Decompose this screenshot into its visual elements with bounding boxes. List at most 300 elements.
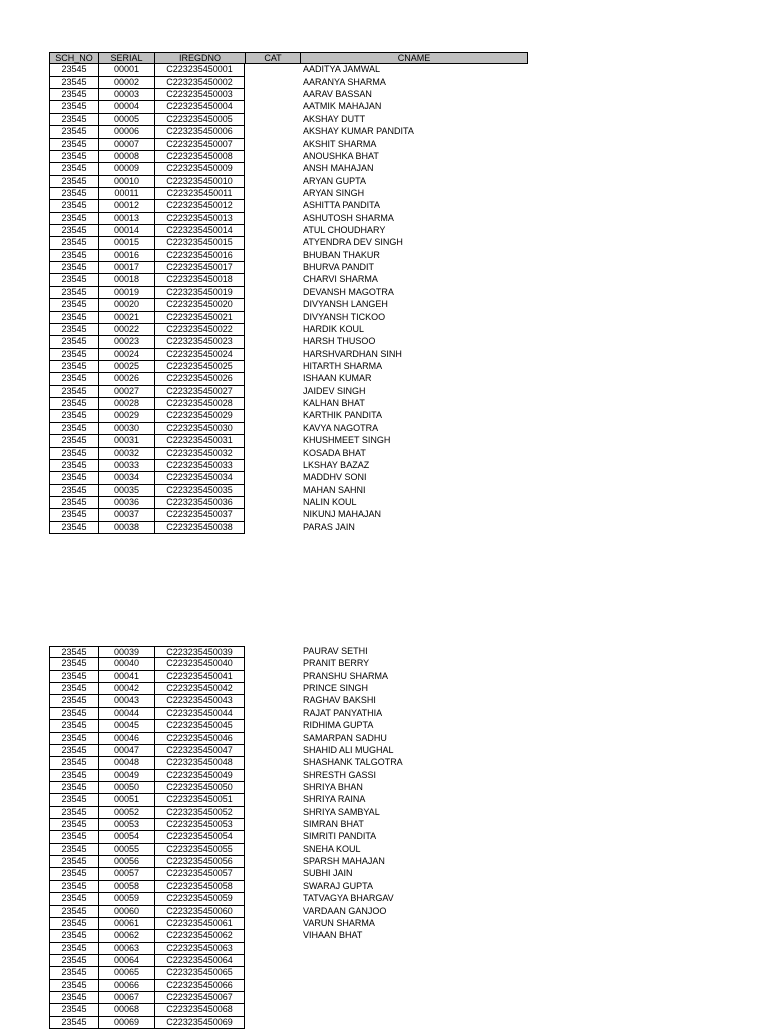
cell-serial: 00009 bbox=[98, 163, 154, 175]
table-row bbox=[49, 139, 528, 151]
cell-iregdno: C223235450058 bbox=[154, 881, 245, 893]
table-row bbox=[49, 992, 528, 1004]
cell-iregdno: C223235450013 bbox=[154, 213, 245, 225]
cell-serial: 00012 bbox=[98, 200, 154, 212]
table-row bbox=[49, 398, 528, 410]
table-row bbox=[49, 262, 528, 274]
cell-sch-no: 23545 bbox=[49, 163, 98, 175]
cell-cname: NALIN KOUL bbox=[303, 496, 357, 507]
cell-cat bbox=[245, 274, 300, 286]
cell-sch-no: 23545 bbox=[49, 992, 98, 1004]
cell-cname: KALHAN BHAT bbox=[303, 398, 365, 409]
table-row bbox=[49, 101, 528, 113]
student-table-page-1 bbox=[49, 52, 528, 534]
cell-iregdno: C223235450068 bbox=[154, 1004, 245, 1016]
cell-cat bbox=[245, 213, 300, 225]
cell-cname bbox=[300, 992, 528, 1004]
cell-serial: 00031 bbox=[98, 435, 154, 447]
cell-iregdno: C223235450018 bbox=[154, 274, 245, 286]
cell-cname: RAGHAV BAKSHI bbox=[303, 695, 376, 706]
cell-cname: SHRIYA RAINA bbox=[303, 794, 366, 805]
table-row bbox=[49, 782, 528, 794]
cell-sch-no: 23545 bbox=[49, 745, 98, 757]
cell-cat bbox=[245, 819, 300, 831]
cell-cname: SHRIYA BHAN bbox=[303, 781, 363, 792]
table-row bbox=[49, 213, 528, 225]
cell-cname: ASHUTOSH SHARMA bbox=[303, 212, 394, 223]
cell-cname: ANSH MAHAJAN bbox=[303, 163, 374, 174]
cell-iregdno: C223235450012 bbox=[154, 200, 245, 212]
cell-cat bbox=[245, 1004, 300, 1016]
cell-cat bbox=[245, 509, 300, 521]
table-row bbox=[49, 188, 528, 200]
cell-serial: 00028 bbox=[98, 398, 154, 410]
cell-serial: 00015 bbox=[98, 237, 154, 249]
cell-iregdno: C223235450069 bbox=[154, 1017, 245, 1029]
cell-cname: SIMRITI PANDITA bbox=[303, 831, 377, 842]
cell-sch-no: 23545 bbox=[49, 126, 98, 138]
cell-serial: 00064 bbox=[98, 955, 154, 967]
cell-cat bbox=[245, 807, 300, 819]
cell-iregdno: C223235450066 bbox=[154, 980, 245, 992]
cell-iregdno: C223235450011 bbox=[154, 188, 245, 200]
cell-iregdno: C223235450060 bbox=[154, 906, 245, 918]
cell-serial: 00035 bbox=[98, 485, 154, 497]
cell-serial: 00062 bbox=[98, 930, 154, 942]
cell-cat bbox=[245, 522, 300, 534]
cell-sch-no: 23545 bbox=[49, 213, 98, 225]
cell-iregdno: C223235450009 bbox=[154, 163, 245, 175]
table-row bbox=[49, 509, 528, 521]
cell-cname: PRANIT BERRY bbox=[303, 658, 370, 669]
cell-cname bbox=[300, 943, 528, 955]
cell-iregdno: C223235450033 bbox=[154, 460, 245, 472]
cell-iregdno: C223235450049 bbox=[154, 770, 245, 782]
cell-cname: ARYAN GUPTA bbox=[303, 175, 367, 186]
cell-cat bbox=[245, 126, 300, 138]
cell-iregdno: C223235450029 bbox=[154, 410, 245, 422]
table-row bbox=[49, 448, 528, 460]
table-row bbox=[49, 695, 528, 707]
cell-sch-no: 23545 bbox=[49, 485, 98, 497]
cell-iregdno: C223235450052 bbox=[154, 807, 245, 819]
cell-sch-no: 23545 bbox=[49, 410, 98, 422]
table-row bbox=[49, 312, 528, 324]
cell-sch-no: 23545 bbox=[49, 472, 98, 484]
cell-serial: 00013 bbox=[98, 213, 154, 225]
cell-serial: 00004 bbox=[98, 101, 154, 113]
table-row bbox=[49, 349, 528, 361]
table-row bbox=[49, 831, 528, 843]
cell-iregdno: C223235450061 bbox=[154, 918, 245, 930]
cell-iregdno: C223235450039 bbox=[154, 646, 245, 658]
cell-cname: AKSHAY DUTT bbox=[303, 113, 366, 124]
cell-sch-no: 23545 bbox=[49, 893, 98, 905]
cell-cname: AARAV BASSAN bbox=[303, 89, 372, 100]
cell-cname: ATUL CHOUDHARY bbox=[303, 225, 386, 236]
table-row bbox=[49, 671, 528, 683]
table-row bbox=[49, 472, 528, 484]
table-row bbox=[49, 720, 528, 732]
cell-cname: MAHAN SAHNI bbox=[303, 484, 366, 495]
cell-cat bbox=[245, 114, 300, 126]
cell-cname bbox=[300, 980, 528, 992]
cell-cat bbox=[245, 844, 300, 856]
cell-iregdno: C223235450044 bbox=[154, 708, 245, 720]
cell-serial: 00044 bbox=[98, 708, 154, 720]
cell-cat bbox=[245, 745, 300, 757]
cell-iregdno: C223235450019 bbox=[154, 287, 245, 299]
cell-serial: 00053 bbox=[98, 819, 154, 831]
cell-serial: 00016 bbox=[98, 250, 154, 262]
cell-iregdno: C223235450005 bbox=[154, 114, 245, 126]
cell-cname: VARDAAN GANJOO bbox=[303, 905, 387, 916]
cell-sch-no: 23545 bbox=[49, 918, 98, 930]
cell-cname: SHRIYA SAMBYAL bbox=[303, 806, 380, 817]
cell-serial: 00017 bbox=[98, 262, 154, 274]
cell-iregdno: C223235450043 bbox=[154, 695, 245, 707]
cell-sch-no: 23545 bbox=[49, 386, 98, 398]
cell-serial: 00047 bbox=[98, 745, 154, 757]
cell-cname: LKSHAY BAZAZ bbox=[303, 459, 370, 470]
cell-cname: CHARVI SHARMA bbox=[303, 274, 378, 285]
cell-cat bbox=[245, 77, 300, 89]
cell-iregdno: C223235450007 bbox=[154, 139, 245, 151]
cell-iregdno: C223235450045 bbox=[154, 720, 245, 732]
cell-cat bbox=[245, 386, 300, 398]
cell-cat bbox=[245, 906, 300, 918]
cell-cat bbox=[245, 794, 300, 806]
cell-sch-no: 23545 bbox=[49, 720, 98, 732]
cell-serial: 00001 bbox=[98, 64, 154, 76]
cell-cname: RAJAT PANYATHIA bbox=[303, 707, 383, 718]
cell-cname: MADDHV SONI bbox=[303, 472, 367, 483]
cell-serial: 00063 bbox=[98, 943, 154, 955]
cell-iregdno: C223235450065 bbox=[154, 967, 245, 979]
table-row bbox=[49, 522, 528, 534]
cell-cat bbox=[245, 176, 300, 188]
cell-cname: PAURAV SETHI bbox=[303, 646, 368, 656]
cell-serial: 00034 bbox=[98, 472, 154, 484]
cell-serial: 00024 bbox=[98, 349, 154, 361]
cell-sch-no: 23545 bbox=[49, 361, 98, 373]
table-row bbox=[49, 943, 528, 955]
cell-serial: 00021 bbox=[98, 312, 154, 324]
cell-sch-no: 23545 bbox=[49, 1004, 98, 1016]
cell-sch-no: 23545 bbox=[49, 868, 98, 880]
table-row bbox=[49, 955, 528, 967]
cell-sch-no: 23545 bbox=[49, 770, 98, 782]
cell-iregdno: C223235450051 bbox=[154, 794, 245, 806]
cell-serial: 00019 bbox=[98, 287, 154, 299]
cell-cat bbox=[245, 101, 300, 113]
cell-cname: SIMRAN BHAT bbox=[303, 819, 364, 830]
cell-iregdno: C223235450064 bbox=[154, 955, 245, 967]
cell-serial: 00039 bbox=[98, 646, 154, 658]
cell-iregdno: C223235450050 bbox=[154, 782, 245, 794]
cell-cname: KHUSHMEET SINGH bbox=[303, 435, 391, 446]
cell-cname: VARUN SHARMA bbox=[303, 917, 375, 928]
cell-sch-no: 23545 bbox=[49, 262, 98, 274]
cell-iregdno: C223235450041 bbox=[154, 671, 245, 683]
cell-iregdno: C223235450056 bbox=[154, 856, 245, 868]
cell-cat bbox=[245, 200, 300, 212]
cell-cat bbox=[245, 967, 300, 979]
cell-sch-no: 23545 bbox=[49, 497, 98, 509]
cell-iregdno: C223235450014 bbox=[154, 225, 245, 237]
cell-cname bbox=[300, 1004, 528, 1016]
cell-sch-no: 23545 bbox=[49, 646, 98, 658]
table-row bbox=[49, 423, 528, 435]
cell-cname: SWARAJ GUPTA bbox=[303, 880, 374, 891]
cell-cat bbox=[245, 658, 300, 670]
cell-sch-no: 23545 bbox=[49, 930, 98, 942]
header-cat: CAT bbox=[245, 52, 300, 64]
table-body-page-1 bbox=[49, 64, 528, 534]
cell-serial: 00060 bbox=[98, 906, 154, 918]
table-row bbox=[49, 893, 528, 905]
cell-iregdno: C223235450003 bbox=[154, 89, 245, 101]
cell-cname: PRINCE SINGH bbox=[303, 683, 369, 694]
cell-sch-no: 23545 bbox=[49, 373, 98, 385]
cell-sch-no: 23545 bbox=[49, 151, 98, 163]
table-row bbox=[49, 819, 528, 831]
table-row bbox=[49, 967, 528, 979]
table-row bbox=[49, 163, 528, 175]
cell-sch-no: 23545 bbox=[49, 831, 98, 843]
cell-serial: 00037 bbox=[98, 509, 154, 521]
cell-serial: 00008 bbox=[98, 151, 154, 163]
cell-cat bbox=[245, 831, 300, 843]
cell-iregdno: C223235450057 bbox=[154, 868, 245, 880]
cell-iregdno: C223235450004 bbox=[154, 101, 245, 113]
table-row bbox=[49, 299, 528, 311]
cell-sch-no: 23545 bbox=[49, 819, 98, 831]
table-row bbox=[49, 361, 528, 373]
cell-sch-no: 23545 bbox=[49, 658, 98, 670]
cell-iregdno: C223235450008 bbox=[154, 151, 245, 163]
cell-cname: HITARTH SHARMA bbox=[303, 360, 383, 371]
cell-sch-no: 23545 bbox=[49, 423, 98, 435]
cell-cat bbox=[245, 373, 300, 385]
cell-serial: 00057 bbox=[98, 868, 154, 880]
cell-sch-no: 23545 bbox=[49, 64, 98, 76]
cell-sch-no: 23545 bbox=[49, 509, 98, 521]
table-row bbox=[49, 745, 528, 757]
table-row bbox=[49, 906, 528, 918]
cell-cat bbox=[245, 943, 300, 955]
cell-cat bbox=[245, 868, 300, 880]
cell-iregdno: C223235450046 bbox=[154, 733, 245, 745]
cell-sch-no: 23545 bbox=[49, 237, 98, 249]
cell-sch-no: 23545 bbox=[49, 671, 98, 683]
cell-serial: 00054 bbox=[98, 831, 154, 843]
table-row bbox=[49, 497, 528, 509]
cell-cat bbox=[245, 1017, 300, 1029]
cell-serial: 00052 bbox=[98, 807, 154, 819]
cell-sch-no: 23545 bbox=[49, 336, 98, 348]
cell-serial: 00055 bbox=[98, 844, 154, 856]
cell-cat bbox=[245, 497, 300, 509]
cell-serial: 00020 bbox=[98, 299, 154, 311]
cell-cname: SUBHI JAIN bbox=[303, 868, 353, 879]
cell-serial: 00059 bbox=[98, 893, 154, 905]
cell-iregdno: C223235450055 bbox=[154, 844, 245, 856]
cell-serial: 00061 bbox=[98, 918, 154, 930]
cell-serial: 00011 bbox=[98, 188, 154, 200]
cell-cat bbox=[245, 163, 300, 175]
cell-iregdno: C223235450037 bbox=[154, 509, 245, 521]
cell-cat bbox=[245, 460, 300, 472]
cell-serial: 00005 bbox=[98, 114, 154, 126]
cell-sch-no: 23545 bbox=[49, 794, 98, 806]
cell-sch-no: 23545 bbox=[49, 844, 98, 856]
cell-sch-no: 23545 bbox=[49, 708, 98, 720]
cell-serial: 00041 bbox=[98, 671, 154, 683]
cell-iregdno: C223235450040 bbox=[154, 658, 245, 670]
cell-iregdno: C223235450048 bbox=[154, 757, 245, 769]
table-row bbox=[49, 435, 528, 447]
cell-cname: KAVYA NAGOTRA bbox=[303, 422, 379, 433]
cell-iregdno: C223235450023 bbox=[154, 336, 245, 348]
cell-iregdno: C223235450067 bbox=[154, 992, 245, 1004]
cell-sch-no: 23545 bbox=[49, 955, 98, 967]
cell-serial: 00051 bbox=[98, 794, 154, 806]
cell-serial: 00023 bbox=[98, 336, 154, 348]
cell-sch-no: 23545 bbox=[49, 299, 98, 311]
cell-iregdno: C223235450016 bbox=[154, 250, 245, 262]
table-row bbox=[49, 485, 528, 497]
cell-iregdno: C223235450024 bbox=[154, 349, 245, 361]
cell-serial: 00038 bbox=[98, 522, 154, 534]
table-row bbox=[49, 807, 528, 819]
table-row bbox=[49, 237, 528, 249]
header-iregdno: IREGDNO bbox=[154, 52, 245, 64]
cell-sch-no: 23545 bbox=[49, 733, 98, 745]
cell-serial: 00027 bbox=[98, 386, 154, 398]
cell-cname: DIVYANSH TICKOO bbox=[303, 311, 386, 322]
cell-serial: 00003 bbox=[98, 89, 154, 101]
cell-sch-no: 23545 bbox=[49, 200, 98, 212]
table-row bbox=[49, 114, 528, 126]
cell-cat bbox=[245, 980, 300, 992]
cell-cat bbox=[245, 992, 300, 1004]
cell-serial: 00043 bbox=[98, 695, 154, 707]
cell-iregdno: C223235450027 bbox=[154, 386, 245, 398]
cell-iregdno: C223235450053 bbox=[154, 819, 245, 831]
cell-sch-no: 23545 bbox=[49, 250, 98, 262]
cell-sch-no: 23545 bbox=[49, 89, 98, 101]
cell-cname: ARYAN SINGH bbox=[303, 187, 365, 198]
table-row bbox=[49, 460, 528, 472]
header-serial: SERIAL bbox=[98, 52, 154, 64]
cell-cat bbox=[245, 188, 300, 200]
cell-sch-no: 23545 bbox=[49, 943, 98, 955]
cell-cname: HARSH THUSOO bbox=[303, 336, 376, 347]
cell-serial: 00029 bbox=[98, 410, 154, 422]
cell-sch-no: 23545 bbox=[49, 188, 98, 200]
table-row bbox=[49, 980, 528, 992]
cell-sch-no: 23545 bbox=[49, 349, 98, 361]
table-row bbox=[49, 658, 528, 670]
cell-cat bbox=[245, 250, 300, 262]
cell-cname: RIDHIMA GUPTA bbox=[303, 720, 374, 731]
table-row bbox=[49, 151, 528, 163]
cell-iregdno: C223235450036 bbox=[154, 497, 245, 509]
cell-iregdno: C223235450031 bbox=[154, 435, 245, 447]
cell-cname: AKSHIT SHARMA bbox=[303, 138, 377, 149]
cell-cat bbox=[245, 448, 300, 460]
cell-sch-no: 23545 bbox=[49, 807, 98, 819]
table-row bbox=[49, 336, 528, 348]
cell-sch-no: 23545 bbox=[49, 881, 98, 893]
cell-iregdno: C223235450022 bbox=[154, 324, 245, 336]
cell-serial: 00046 bbox=[98, 733, 154, 745]
cell-sch-no: 23545 bbox=[49, 856, 98, 868]
cell-cname: ASHITTA PANDITA bbox=[303, 200, 381, 211]
cell-cname: JAIDEV SINGH bbox=[303, 385, 366, 396]
cell-sch-no: 23545 bbox=[49, 683, 98, 695]
cell-cname: AKSHAY KUMAR PANDITA bbox=[303, 126, 414, 137]
cell-sch-no: 23545 bbox=[49, 460, 98, 472]
cell-cat bbox=[245, 695, 300, 707]
cell-serial: 00025 bbox=[98, 361, 154, 373]
cell-serial: 00068 bbox=[98, 1004, 154, 1016]
cell-cat bbox=[245, 139, 300, 151]
cell-cname: DEVANSH MAGOTRA bbox=[303, 286, 394, 297]
cell-cname: HARSHVARDHAN SINH bbox=[303, 348, 402, 359]
cell-sch-no: 23545 bbox=[49, 324, 98, 336]
table-row bbox=[49, 373, 528, 385]
cell-serial: 00065 bbox=[98, 967, 154, 979]
cell-serial: 00045 bbox=[98, 720, 154, 732]
cell-iregdno: C223235450059 bbox=[154, 893, 245, 905]
cell-cat bbox=[245, 299, 300, 311]
table-row bbox=[49, 757, 528, 769]
cell-cname: ANOUSHKA BHAT bbox=[303, 150, 379, 161]
cell-iregdno: C223235450017 bbox=[154, 262, 245, 274]
table-row bbox=[49, 930, 528, 942]
table-row bbox=[49, 287, 528, 299]
cell-iregdno: C223235450021 bbox=[154, 312, 245, 324]
cell-sch-no: 23545 bbox=[49, 225, 98, 237]
table-row bbox=[49, 868, 528, 880]
cell-iregdno: C223235450063 bbox=[154, 943, 245, 955]
cell-cname: KOSADA BHAT bbox=[303, 447, 366, 458]
cell-cname: PRANSHU SHARMA bbox=[303, 670, 389, 681]
table-row bbox=[49, 324, 528, 336]
table-body-page-2 bbox=[49, 646, 528, 1029]
cell-sch-no: 23545 bbox=[49, 980, 98, 992]
cell-iregdno: C223235450062 bbox=[154, 930, 245, 942]
cell-cat bbox=[245, 472, 300, 484]
cell-cname bbox=[300, 967, 528, 979]
cell-cname: AATMIK MAHAJAN bbox=[303, 101, 382, 112]
cell-cname: VIHAAN BHAT bbox=[303, 930, 363, 941]
cell-cat bbox=[245, 782, 300, 794]
cell-sch-no: 23545 bbox=[49, 757, 98, 769]
cell-cat bbox=[245, 893, 300, 905]
cell-iregdno: C223235450010 bbox=[154, 176, 245, 188]
cell-cat bbox=[245, 930, 300, 942]
table-header-row bbox=[49, 52, 528, 64]
cell-cat bbox=[245, 225, 300, 237]
cell-serial: 00066 bbox=[98, 980, 154, 992]
cell-serial: 00040 bbox=[98, 658, 154, 670]
table-row bbox=[49, 844, 528, 856]
cell-sch-no: 23545 bbox=[49, 1017, 98, 1029]
cell-cname: SAMARPAN SADHU bbox=[303, 732, 387, 743]
